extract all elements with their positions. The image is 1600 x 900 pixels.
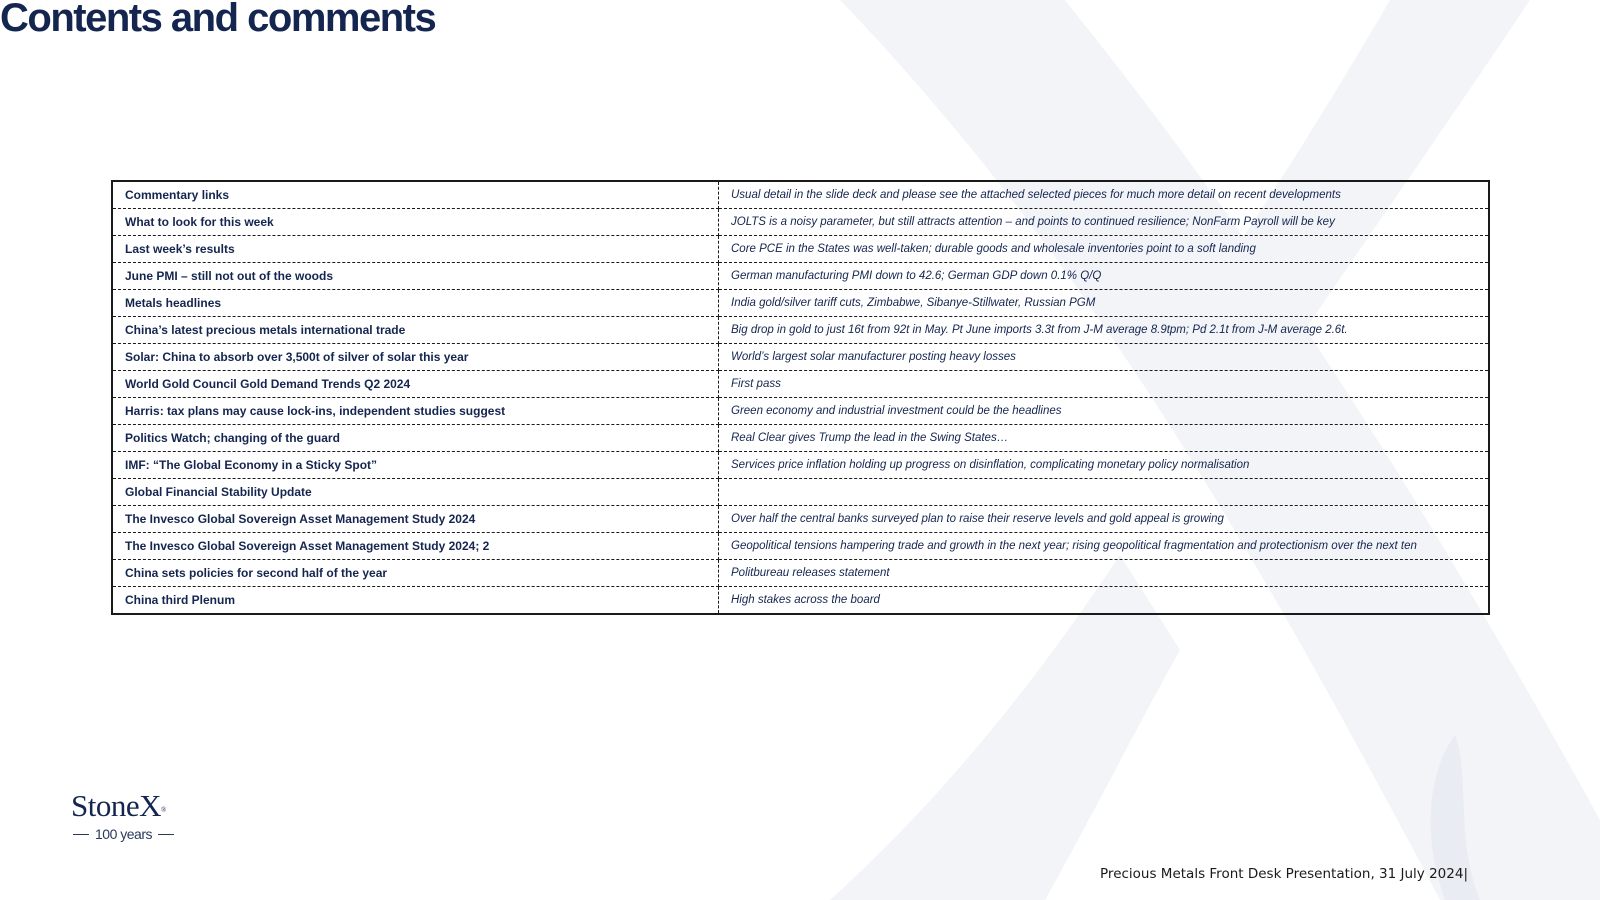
topic-cell: What to look for this week bbox=[112, 209, 719, 236]
topic-cell: China’s latest precious metals international trade bbox=[112, 317, 719, 344]
table-row bbox=[112, 209, 1489, 236]
footer-text: Precious Metals Front Desk Presentation, 31 July 2024| bbox=[1100, 866, 1468, 882]
logo-name-text: StoneX bbox=[71, 788, 161, 823]
topic-cell: Metals headlines bbox=[112, 290, 719, 317]
comment-cell: JOLTS is a noisy parameter, but still attracts attention – and points to continued resilience; NonFarm Payroll will be key bbox=[719, 209, 1490, 236]
table-row bbox=[112, 317, 1489, 344]
table-row bbox=[112, 425, 1489, 452]
comment-cell: Politbureau releases statement bbox=[719, 560, 1490, 587]
topic-cell: Global Financial Stability Update bbox=[112, 479, 719, 506]
comment-cell: Geopolitical tensions hampering trade and growth in the next year; rising geopolitical fragmentation and protectionism over the next ten bbox=[719, 533, 1490, 560]
contents-table-body bbox=[112, 181, 1489, 614]
contents-table bbox=[111, 180, 1490, 615]
topic-cell: Politics Watch; changing of the guard bbox=[112, 425, 719, 452]
table-row bbox=[112, 371, 1489, 398]
table-row bbox=[112, 479, 1489, 506]
logo-wordmark bbox=[71, 790, 201, 822]
topic-cell: Last week’s results bbox=[112, 236, 719, 263]
logo-tagline-text: 100 years bbox=[95, 826, 152, 842]
comment-cell: Services price inflation holding up progress on disinflation, complicating monetary policy normalisation bbox=[719, 452, 1490, 479]
topic-cell: World Gold Council Gold Demand Trends Q2 2024 bbox=[112, 371, 719, 398]
comment-cell: Green economy and industrial investment could be the headlines bbox=[719, 398, 1490, 425]
stonex-logo bbox=[71, 790, 201, 842]
comment-cell: First pass bbox=[719, 371, 1490, 398]
topic-cell: China sets policies for second half of the year bbox=[112, 560, 719, 587]
comment-cell: Big drop in gold to just 16t from 92t in May. Pt June imports 3.3t from J-M average 8.9tpm; Pd 2.1t from J-M average 2.6t. bbox=[719, 317, 1490, 344]
table-row bbox=[112, 236, 1489, 263]
topic-cell: June PMI – still not out of the woods bbox=[112, 263, 719, 290]
topic-cell: IMF: “The Global Economy in a Sticky Spot” bbox=[112, 452, 719, 479]
table-row bbox=[112, 263, 1489, 290]
page-title: Contents and comments bbox=[0, 0, 436, 40]
topic-cell: China third Plenum bbox=[112, 587, 719, 615]
comment-cell: Real Clear gives Trump the lead in the Swing States… bbox=[719, 425, 1490, 452]
tagline-dash-right bbox=[158, 834, 174, 835]
logo-tagline bbox=[71, 826, 201, 842]
comment-cell bbox=[719, 479, 1490, 506]
table-row bbox=[112, 290, 1489, 317]
table-row bbox=[112, 181, 1489, 209]
topic-cell: Commentary links bbox=[112, 181, 719, 209]
table-row bbox=[112, 560, 1489, 587]
topic-cell: Harris: tax plans may cause lock-ins, independent studies suggest bbox=[112, 398, 719, 425]
comment-cell: German manufacturing PMI down to 42.6; German GDP down 0.1% Q/Q bbox=[719, 263, 1490, 290]
table-row bbox=[112, 506, 1489, 533]
comment-cell: Usual detail in the slide deck and please see the attached selected pieces for much more detail on recent developments bbox=[719, 181, 1490, 209]
topic-cell: The Invesco Global Sovereign Asset Management Study 2024; 2 bbox=[112, 533, 719, 560]
comment-cell: India gold/silver tariff cuts, Zimbabwe, Sibanye-Stillwater, Russian PGM bbox=[719, 290, 1490, 317]
table-row bbox=[112, 587, 1489, 615]
comment-cell: World’s largest solar manufacturer posting heavy losses bbox=[719, 344, 1490, 371]
table-row bbox=[112, 344, 1489, 371]
registered-mark: ® bbox=[161, 806, 166, 814]
topic-cell: The Invesco Global Sovereign Asset Management Study 2024 bbox=[112, 506, 719, 533]
topic-cell: Solar: China to absorb over 3,500t of silver of solar this year bbox=[112, 344, 719, 371]
table-row bbox=[112, 452, 1489, 479]
tagline-dash-left bbox=[73, 834, 89, 835]
comment-cell: Core PCE in the States was well-taken; durable goods and wholesale inventories point to a soft landing bbox=[719, 236, 1490, 263]
table-row bbox=[112, 398, 1489, 425]
table-row bbox=[112, 533, 1489, 560]
comment-cell: Over half the central banks surveyed plan to raise their reserve levels and gold appeal is growing bbox=[719, 506, 1490, 533]
comment-cell: High stakes across the board bbox=[719, 587, 1490, 615]
